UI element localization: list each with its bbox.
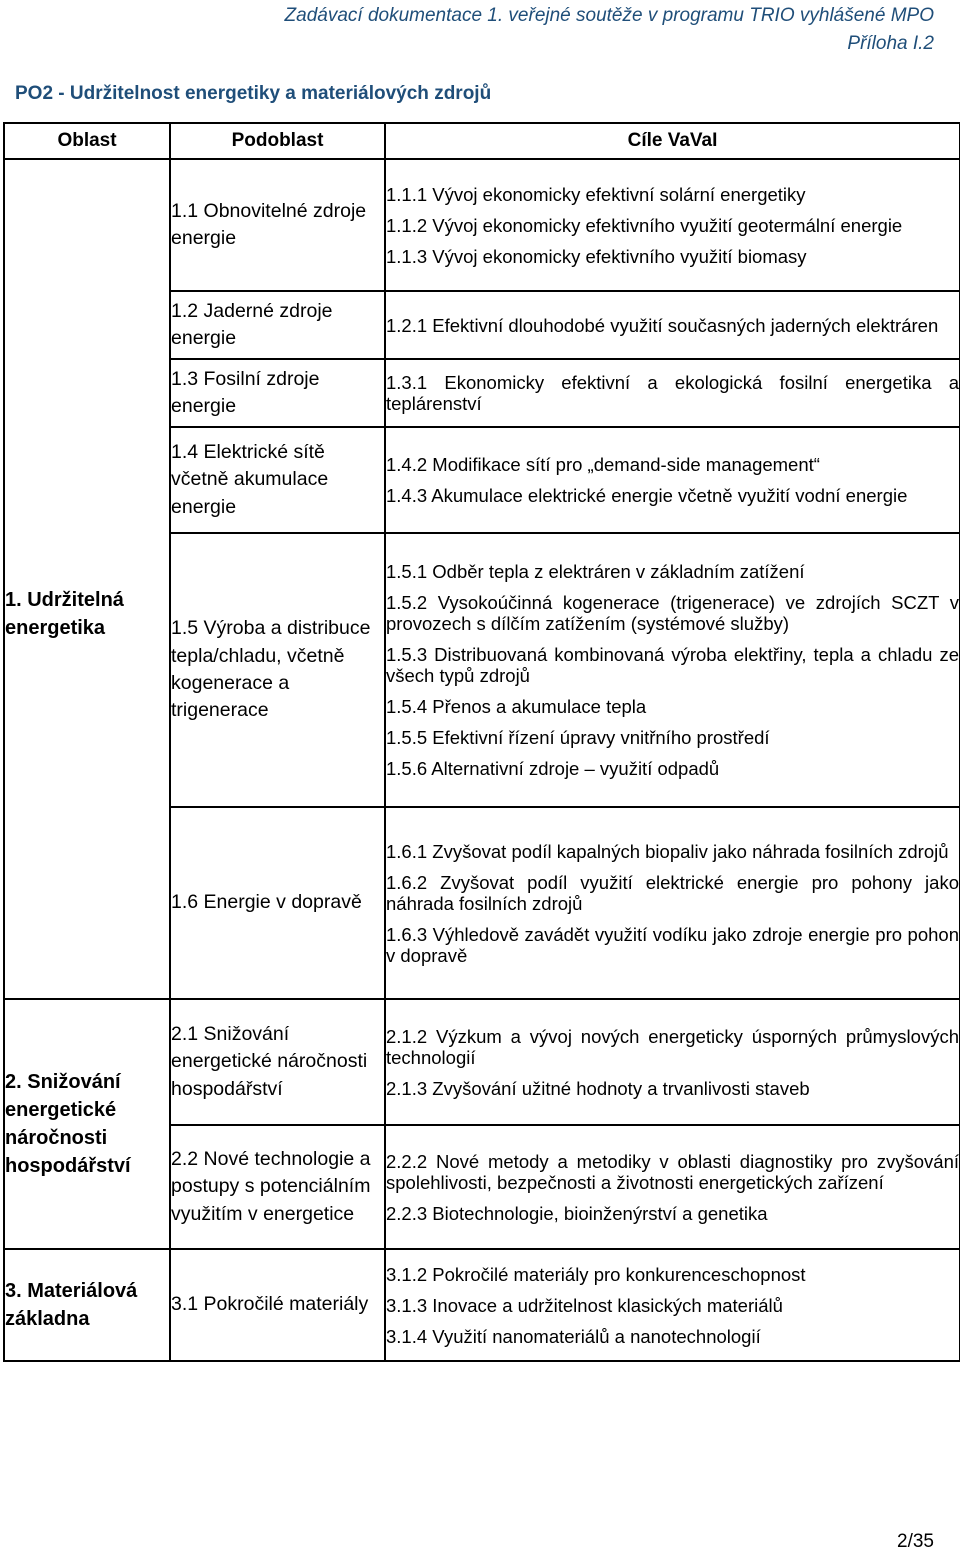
goal-item: 1.1.1 Vývoj ekonomicky efektivní solární energetiky: [386, 183, 806, 205]
goals-cell: [385, 359, 960, 427]
subarea-cell: 3.1 Pokročilé materiály: [170, 1249, 385, 1361]
goal-item: 2.2.2 Nové metody a metodiky v oblasti diagnostiky pro zvyšování spolehlivosti, bezpečnosti a životnosti energetických zařízení: [386, 1150, 959, 1193]
goal-item: 1.4.3 Akumulace elektrické energie včetně využití vodní energie: [386, 485, 908, 506]
section-title: PO2 - Udržitelnost energetiky a materiálových zdrojů: [15, 83, 492, 104]
goal-item: 1.5.4 Přenos a akumulace tepla: [386, 696, 647, 717]
subarea-cell: 1.4 Elektrické sítě včetně akumulace energie: [170, 427, 385, 533]
goal-item: 2.2.3 Biotechnologie, bioinženýrství a genetika: [386, 1202, 768, 1224]
table-row: [4, 999, 960, 1125]
header-appendix: Příloha I.2: [847, 33, 934, 54]
goal-item: 1.5.1 Odběr tepla z elektráren v základním zatížení: [386, 561, 805, 582]
goals-cell: [385, 999, 960, 1125]
column-header-goals: Cíle VaVaI: [385, 123, 960, 159]
goal-item: 1.1.2 Vývoj ekonomicky efektivního využití geotermální energie: [386, 214, 903, 236]
priority-table: [3, 122, 960, 1362]
goal-item: 3.1.3 Inovace a udržitelnost klasických materiálů: [386, 1294, 783, 1316]
area-cell: 2. Snižování energetické náročnosti hospodářství: [4, 999, 170, 1249]
goal-item: 1.5.6 Alternativní zdroje – využití odpadů: [386, 758, 720, 779]
table-row: [4, 159, 960, 291]
header-title: Zadávací dokumentace 1. veřejné soutěže v programu TRIO vyhlášené MPO: [284, 5, 934, 26]
area-cell: 1. Udržitelná energetika: [4, 159, 170, 999]
goal-item: 1.3.1 Ekonomicky efektivní a ekologická fosilní energetika a teplárenství: [386, 372, 959, 414]
document-header: [285, 2, 934, 58]
area-cell: 3. Materiálová základna: [4, 1249, 170, 1361]
goal-item: 1.6.3 Výhledově zavádět využití vodíku jako zdroje energie pro pohon v dopravě: [386, 923, 959, 966]
table-row: [4, 1249, 960, 1361]
goal-item: 1.2.1 Efektivní dlouhodobé využití současných jaderných elektráren: [386, 314, 939, 336]
goals-cell: [385, 1125, 960, 1249]
goals-cell: [385, 427, 960, 533]
goals-cell: [385, 1249, 960, 1361]
goal-item: 3.1.2 Pokročilé materiály pro konkurenceschopnost: [386, 1263, 806, 1285]
subarea-cell: 1.5 Výroba a distribuce tepla/chladu, včetně kogenerace a trigenerace: [170, 533, 385, 807]
subarea-cell: 2.2 Nové technologie a postupy s potenciálním využitím v energetice: [170, 1125, 385, 1249]
goal-item: 1.5.5 Efektivní řízení úpravy vnitřního prostředí: [386, 727, 770, 748]
goal-item: 2.1.3 Zvyšování užitné hodnoty a trvanlivosti staveb: [386, 1077, 810, 1099]
subarea-cell: 1.1 Obnovitelné zdroje energie: [170, 159, 385, 291]
goal-item: 1.4.2 Modifikace sítí pro „demand-side management“: [386, 454, 820, 475]
goals-cell: [385, 533, 960, 807]
column-header-area: Oblast: [4, 123, 170, 159]
column-header-subarea: Podoblast: [170, 123, 385, 159]
goal-item: 1.5.3 Distribuovaná kombinovaná výroba elektřiny, tepla a chladu ze všech typů zdrojů: [386, 644, 959, 686]
goals-cell: [385, 807, 960, 999]
page-number: 2/35: [897, 1531, 934, 1552]
goal-item: 1.5.2 Vysokoúčinná kogenerace (trigenerace) ve zdrojích SCZT v provozech s dílčím zatížením (systémové služby): [386, 592, 959, 634]
subarea-cell: 1.3 Fosilní zdroje energie: [170, 359, 385, 427]
subarea-cell: 2.1 Snižování energetické náročnosti hospodářství: [170, 999, 385, 1125]
goals-cell: [385, 159, 960, 291]
goal-item: 2.1.2 Výzkum a vývoj nových energeticky úsporných průmyslových technologií: [386, 1025, 959, 1068]
table-header-row: [4, 123, 960, 159]
subarea-cell: 1.2 Jaderné zdroje energie: [170, 291, 385, 359]
goal-item: 3.1.4 Využití nanomateriálů a nanotechnologií: [386, 1325, 761, 1347]
goal-item: 1.6.2 Zvyšovat podíl využití elektrické energie pro pohony jako náhrada fosilních zdrojů: [386, 871, 959, 914]
goal-item: 1.1.3 Vývoj ekonomicky efektivního využití biomasy: [386, 245, 807, 267]
goal-item: 1.6.1 Zvyšovat podíl kapalných biopaliv jako náhrada fosilních zdrojů: [386, 840, 949, 862]
goals-cell: [385, 291, 960, 359]
subarea-cell: 1.6 Energie v dopravě: [170, 807, 385, 999]
